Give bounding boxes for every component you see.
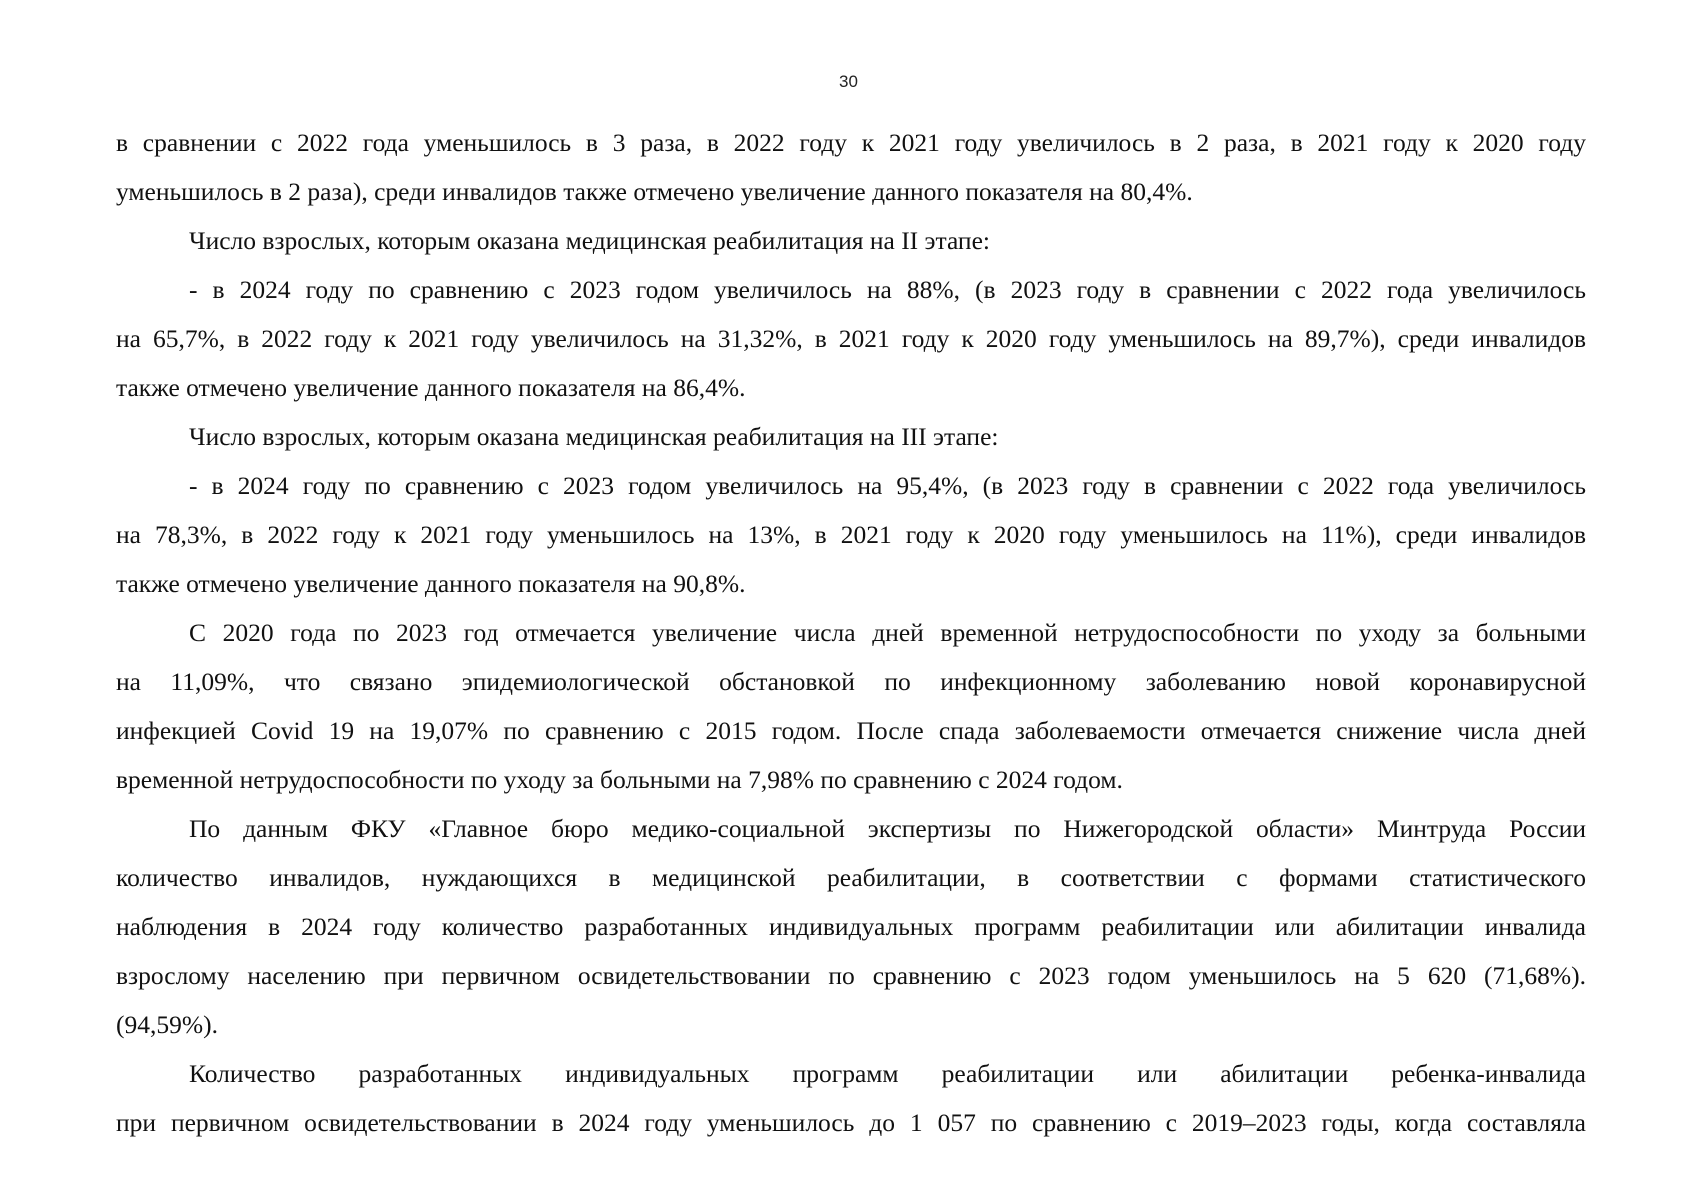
text-line-10: также отмечено увеличение данного показателя на 90,8%. [116,569,746,598]
text-line-4: - в 2024 году по сравнению с 2023 годом увеличилось на 88%, (в 2023 году в сравнении с 2022 года увеличилось [189,275,1586,304]
text-line-11: С 2020 года по 2023 год отмечается увеличение числа дней временной нетрудоспособности по уходу за больными [189,618,1586,647]
text-line-3: Число взрослых, которым оказана медицинская реабилитация на II этапе: [189,226,990,255]
text-line-18: взрослому населению при первичном освидетельствовании по сравнению с 2023 годом уменьшилось на 5 620 (71,68%). [116,961,1586,990]
text-line-6: также отмечено увеличение данного показателя на 86,4%. [116,373,746,402]
text-line-16: количество инвалидов, нуждающихся в медицинской реабилитации, в соответствии с формами статистического [116,863,1586,892]
page-number: 30 [839,72,858,91]
text-line-5: на 65,7%, в 2022 году к 2021 году увеличилось на 31,32%, в 2021 году к 2020 году уменьшилось на 89,7%), среди инвалидов [116,324,1586,353]
text-line-14: временной нетрудоспособности по уходу за больными на 7,98% по сравнению с 2024 годом. [116,765,1123,794]
text-line-2: уменьшилось в 2 раза), среди инвалидов также отмечено увеличение данного показателя на 80,4%. [116,177,1193,206]
text-line-12: на 11,09%, что связано эпидемиологической обстановкой по инфекционному заболеванию новой коронавирусной [116,667,1586,696]
text-line-21: при первичном освидетельствовании в 2024 году уменьшилось до 1 057 по сравнению с 2019–2023 годы, когда составляла [116,1108,1586,1137]
text-line-8: - в 2024 году по сравнению с 2023 годом увеличилось на 95,4%, (в 2023 году в сравнении с 2022 года увеличилось [189,471,1586,500]
text-line-9: на 78,3%, в 2022 году к 2021 году уменьшилось на 13%, в 2021 году к 2020 году уменьшилось на 11%), среди инвалидов [116,520,1586,549]
text-line-1: в сравнении с 2022 года уменьшилось в 3 раза, в 2022 году к 2021 году увеличилось в 2 раза, в 2021 году к 2020 году [116,128,1586,157]
body-text [116,118,1586,1147]
text-line-20: Количество разработанных индивидуальных программ реабилитации или абилитации ребенка-инвалида [189,1059,1586,1088]
text-line-7: Число взрослых, которым оказана медицинская реабилитация на III этапе: [189,422,999,451]
text-line-13: инфекцией Covid 19 на 19,07% по сравнению с 2015 годом. После спада заболеваемости отмечается снижение числа дней [116,716,1586,745]
text-line-17: наблюдения в 2024 году количество разработанных индивидуальных программ реабилитации или абилитации инвалида [116,912,1586,941]
text-line-15: По данным ФКУ «Главное бюро медико-социальной экспертизы по Нижегородской области» Минтруда России [189,814,1586,843]
text-line-19: (94,59%). [116,1010,218,1039]
